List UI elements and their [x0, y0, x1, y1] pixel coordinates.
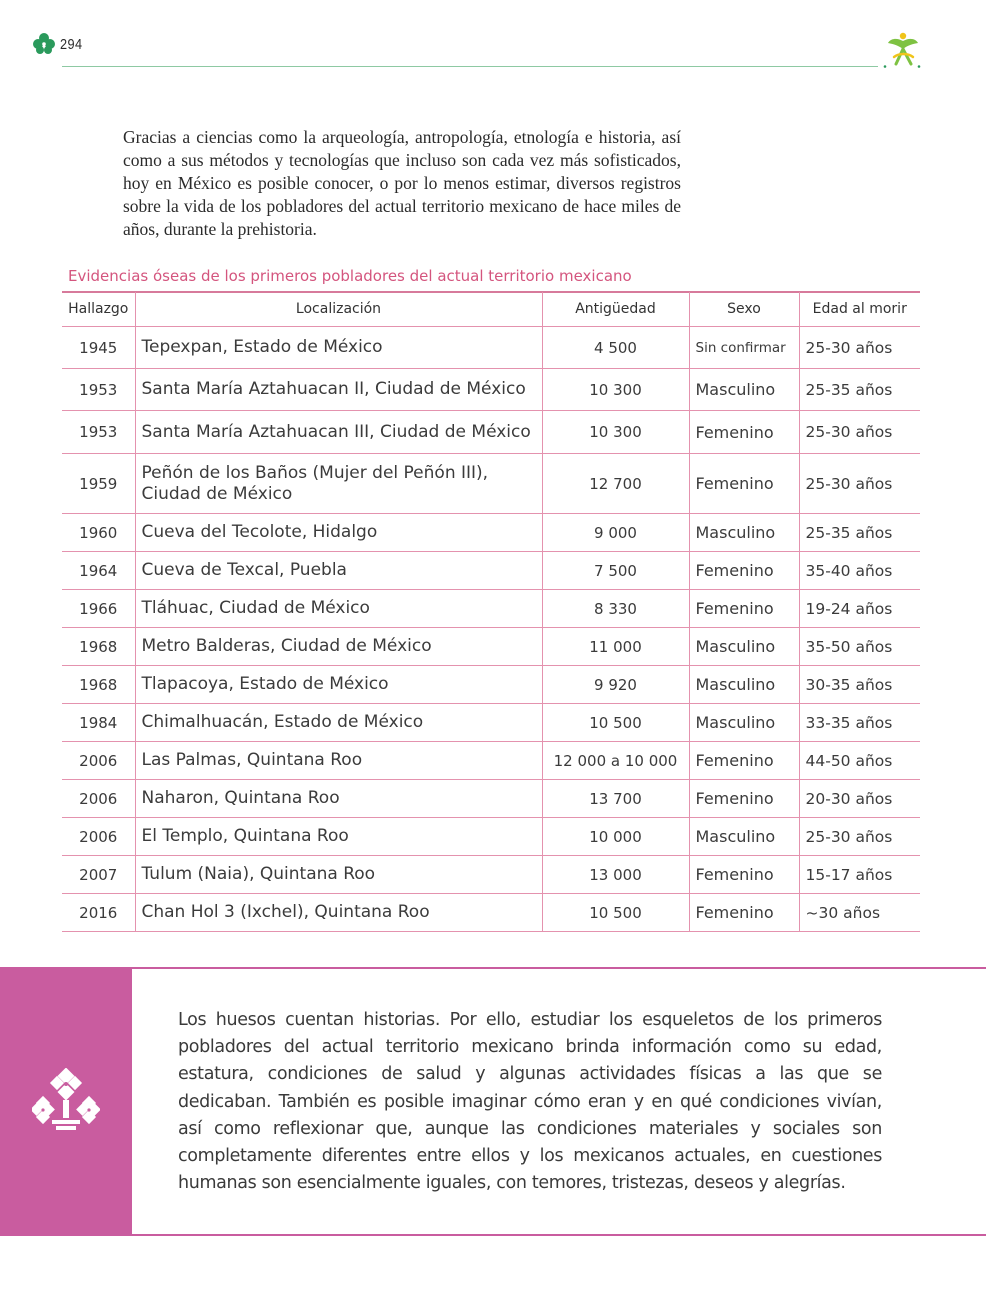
cell-death-age: 25-30 años — [799, 411, 920, 454]
cell-death-age: 15-17 años — [799, 856, 920, 894]
cell-sex: Sin confirmar — [689, 327, 799, 369]
intro-paragraph: Gracias a ciencias como la arqueología, antropología, etnología e historia, así como a sus métodos y tecnologías que incluso son cada vez más sofisticados, hoy en México es posible conocer, o por lo menos estimar, diversos registros sobre la vida de los pobladores del actual territorio mexicano de hace miles de años, durante la prehistoria. — [123, 127, 681, 239]
cell-age: 8 330 — [542, 590, 689, 628]
cell-location: Las Palmas, Quintana Roo — [135, 742, 542, 780]
cell-age: 10 500 — [542, 704, 689, 742]
page-header — [32, 30, 87, 58]
table-row — [62, 704, 920, 742]
cell-sex: Masculino — [689, 704, 799, 742]
cell-death-age: 30-35 años — [799, 666, 920, 704]
cell-location: Tláhuac, Ciudad de México — [135, 590, 542, 628]
table-row — [62, 856, 920, 894]
cell-year: 1968 — [62, 666, 135, 704]
cell-death-age: 35-40 años — [799, 552, 920, 590]
table-row — [62, 552, 920, 590]
cell-age: 4 500 — [542, 327, 689, 369]
cell-age: 11 000 — [542, 628, 689, 666]
cell-year: 2006 — [62, 818, 135, 856]
cell-death-age: 44-50 años — [799, 742, 920, 780]
header-rule — [62, 66, 878, 67]
header-hallazgo: Hallazgo — [62, 292, 135, 327]
cell-age: 10 000 — [542, 818, 689, 856]
cell-age: 13 000 — [542, 856, 689, 894]
cell-year: 1953 — [62, 411, 135, 454]
cell-location: Cueva del Tecolote, Hidalgo — [135, 514, 542, 552]
cell-death-age: 25-35 años — [799, 369, 920, 411]
note-box-bottom-rule — [0, 1234, 986, 1236]
cell-year: 1968 — [62, 628, 135, 666]
magenta-flower-ornament-icon — [32, 1068, 100, 1134]
cell-location: Santa María Aztahuacan III, Ciudad de México — [135, 411, 542, 454]
cell-age: 9 920 — [542, 666, 689, 704]
cell-sex: Femenino — [689, 780, 799, 818]
cell-sex: Femenino — [689, 894, 799, 932]
cell-age: 12 000 a 10 000 — [542, 742, 689, 780]
cell-sex: Masculino — [689, 818, 799, 856]
cell-location: El Templo, Quintana Roo — [135, 818, 542, 856]
cell-location: Metro Balderas, Ciudad de México — [135, 628, 542, 666]
cell-location: Cueva de Texcal, Puebla — [135, 552, 542, 590]
table-row — [62, 454, 920, 514]
cell-location: Tepexpan, Estado de México — [135, 327, 542, 369]
cell-sex: Masculino — [689, 514, 799, 552]
table-row — [62, 628, 920, 666]
table-row — [62, 666, 920, 704]
header-edad-al-morir: Edad al morir — [799, 292, 920, 327]
note-box-top-rule — [0, 967, 986, 969]
cell-year: 2006 — [62, 780, 135, 818]
table-row — [62, 514, 920, 552]
cell-sex: Femenino — [689, 411, 799, 454]
table-row — [62, 742, 920, 780]
header-localizacion: Localización — [135, 292, 542, 327]
cell-age: 10 500 — [542, 894, 689, 932]
cell-year: 1953 — [62, 369, 135, 411]
cell-year: 2007 — [62, 856, 135, 894]
cell-age: 12 700 — [542, 454, 689, 514]
cell-sex: Femenino — [689, 742, 799, 780]
table-header-row — [62, 292, 920, 327]
cell-death-age: 25-30 años — [799, 454, 920, 514]
cell-death-age: 33-35 años — [799, 704, 920, 742]
findings-table — [62, 292, 920, 932]
cell-death-age: 25-35 años — [799, 514, 920, 552]
cell-death-age: 35-50 años — [799, 628, 920, 666]
cell-year: 2016 — [62, 894, 135, 932]
cell-sex: Masculino — [689, 666, 799, 704]
table-row — [62, 590, 920, 628]
note-box-text: Los huesos cuentan historias. Por ello, estudiar los esqueletos de los primeros pobladores del actual territorio mexicano brinda información como su edad, estatura, condiciones de salud y algunas actividades físicas a las que se dedicaban. También es posible imaginar cómo eran y en qué condiciones vivían, así como reflexionar que, aunque las condiciones materiales y sociales son completamente diferentes entre ellos y los mexicanos actuales, en cuestiones humanas son esencialmente iguales, con temores, tristezas, deseos y alegrías. — [178, 1010, 882, 1194]
cell-death-age: 19-24 años — [799, 590, 920, 628]
page-number: 294 — [60, 35, 83, 53]
cell-location: Chimalhuacán, Estado de México — [135, 704, 542, 742]
sprout-person-logo-icon — [884, 31, 922, 67]
cell-age: 9 000 — [542, 514, 689, 552]
cell-sex: Femenino — [689, 856, 799, 894]
table-caption: Evidencias óseas de los primeros pobladores del actual territorio mexicano — [68, 267, 632, 285]
cell-sex: Masculino — [689, 628, 799, 666]
table-row — [62, 818, 920, 856]
cell-age: 13 700 — [542, 780, 689, 818]
cell-death-age: ~30 años — [799, 894, 920, 932]
table-row — [62, 780, 920, 818]
cell-year: 1945 — [62, 327, 135, 369]
cell-sex: Femenino — [689, 590, 799, 628]
cell-year: 1966 — [62, 590, 135, 628]
table-row — [62, 369, 920, 411]
cell-death-age: 20-30 años — [799, 780, 920, 818]
cell-year: 2006 — [62, 742, 135, 780]
cell-year: 1984 — [62, 704, 135, 742]
cell-location: Naharon, Quintana Roo — [135, 780, 542, 818]
cell-location: Chan Hol 3 (Ixchel), Quintana Roo — [135, 894, 542, 932]
table-row — [62, 894, 920, 932]
clover-leaf-icon — [32, 32, 56, 56]
cell-location: Tlapacoya, Estado de México — [135, 666, 542, 704]
cell-year: 1959 — [62, 454, 135, 514]
cell-location: Santa María Aztahuacan II, Ciudad de México — [135, 369, 542, 411]
cell-death-age: 25-30 años — [799, 818, 920, 856]
cell-year: 1964 — [62, 552, 135, 590]
header-sexo: Sexo — [689, 292, 799, 327]
cell-sex: Femenino — [689, 454, 799, 514]
cell-age: 10 300 — [542, 369, 689, 411]
cell-age: 10 300 — [542, 411, 689, 454]
cell-location: Peñón de los Baños (Mujer del Peñón III), Ciudad de México — [135, 454, 542, 514]
cell-location: Tulum (Naia), Quintana Roo — [135, 856, 542, 894]
cell-year: 1960 — [62, 514, 135, 552]
table-row — [62, 411, 920, 454]
cell-death-age: 25-30 años — [799, 327, 920, 369]
cell-sex: Masculino — [689, 369, 799, 411]
table-row — [62, 327, 920, 369]
header-antiguedad: Antigüedad — [542, 292, 689, 327]
cell-age: 7 500 — [542, 552, 689, 590]
cell-sex: Femenino — [689, 552, 799, 590]
